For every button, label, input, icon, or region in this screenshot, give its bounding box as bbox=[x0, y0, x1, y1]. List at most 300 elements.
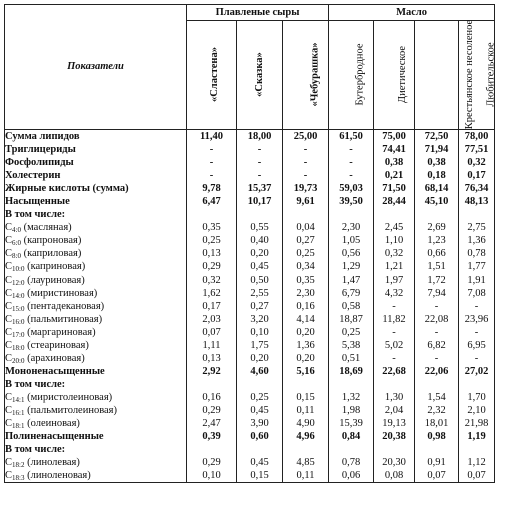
fatty-acid-name: (каприловая) bbox=[20, 248, 82, 260]
table-cell: 6,47 bbox=[187, 195, 237, 208]
table-cell bbox=[187, 443, 237, 456]
table-cell: 0,08 bbox=[374, 469, 415, 483]
table-cell: 0,55 bbox=[237, 221, 283, 234]
table-cell: 10,17 bbox=[237, 195, 283, 208]
carbon-symbol: C bbox=[5, 418, 13, 430]
row-label bbox=[5, 456, 187, 469]
table-cell: 0,16 bbox=[187, 391, 237, 404]
row-label bbox=[5, 260, 187, 273]
fatty-acid-code: 18:1 bbox=[12, 422, 25, 431]
table-cell: 3,20 bbox=[237, 313, 283, 326]
carbon-symbol: C bbox=[5, 313, 13, 325]
table-cell: 4,90 bbox=[283, 417, 329, 430]
fatty-acid-name: (лауриновая) bbox=[24, 274, 85, 286]
table-row bbox=[5, 260, 495, 273]
table-cell: 2,75 bbox=[459, 221, 495, 234]
fatty-acid-name: (линоленовая) bbox=[24, 470, 91, 482]
table-cell: 25,00 bbox=[283, 130, 329, 144]
table-cell: - bbox=[459, 326, 495, 339]
table-cell: 1,62 bbox=[187, 287, 237, 300]
table-cell: 6,82 bbox=[415, 339, 459, 352]
header-group-processed-cheese: Плавленые сыры bbox=[187, 5, 329, 21]
row-label bbox=[5, 391, 187, 404]
table-cell: - bbox=[374, 300, 415, 313]
row-label bbox=[5, 417, 187, 430]
fatty-acid-code: 14:1 bbox=[12, 395, 25, 404]
table-cell: 0,13 bbox=[187, 247, 237, 260]
table-row bbox=[5, 169, 495, 182]
table-cell: 48,13 bbox=[459, 195, 495, 208]
table-cell: 0,27 bbox=[237, 300, 283, 313]
table-cell: 2,30 bbox=[283, 287, 329, 300]
table-row bbox=[5, 195, 495, 208]
table-cell: 19,13 bbox=[374, 417, 415, 430]
table-cell bbox=[459, 208, 495, 221]
carbon-symbol: C bbox=[5, 261, 13, 273]
table-cell: 18,00 bbox=[237, 130, 283, 144]
table-cell bbox=[329, 443, 374, 456]
fatty-acid-name: (арахиновая) bbox=[24, 352, 85, 364]
table-cell: 23,96 bbox=[459, 313, 495, 326]
header-indicators: Показатели bbox=[5, 5, 187, 130]
table-cell: 4,96 bbox=[283, 430, 329, 443]
table-cell: 0,17 bbox=[459, 169, 495, 182]
carbon-symbol: C bbox=[5, 274, 13, 286]
table-cell: 0,78 bbox=[459, 247, 495, 260]
table-cell: 76,34 bbox=[459, 182, 495, 195]
table-body bbox=[5, 130, 495, 483]
table-cell: 19,73 bbox=[283, 182, 329, 195]
table-cell: 2,47 bbox=[187, 417, 237, 430]
table-row bbox=[5, 221, 495, 234]
table-cell: 0,20 bbox=[283, 352, 329, 365]
table-row bbox=[5, 391, 495, 404]
table-cell: 11,82 bbox=[374, 313, 415, 326]
table-cell: 0,39 bbox=[187, 430, 237, 443]
table-row bbox=[5, 287, 495, 300]
table-cell: - bbox=[415, 352, 459, 365]
header-group-butter: Масло bbox=[329, 5, 495, 21]
table-cell: 1,54 bbox=[415, 391, 459, 404]
table-cell: 3,90 bbox=[237, 417, 283, 430]
header-col-dieticheskoe: Диетическое bbox=[374, 21, 415, 130]
table-row bbox=[5, 234, 495, 247]
table-cell: 68,14 bbox=[415, 182, 459, 195]
table-cell: - bbox=[237, 143, 283, 156]
table-cell: 20,30 bbox=[374, 456, 415, 469]
table-row bbox=[5, 313, 495, 326]
carbon-symbol: C bbox=[5, 457, 13, 469]
row-label: Жирные кислоты (сумма) bbox=[5, 182, 187, 195]
table-cell: 0,35 bbox=[187, 221, 237, 234]
header-col-lyubitelskoe: Любительское bbox=[459, 21, 495, 130]
table-cell: 0,15 bbox=[283, 391, 329, 404]
fatty-acid-code: 16:1 bbox=[12, 408, 25, 417]
table-row bbox=[5, 247, 495, 260]
table-cell: 71,94 bbox=[415, 143, 459, 156]
table-cell: 0,38 bbox=[374, 156, 415, 169]
row-label bbox=[5, 352, 187, 365]
table-cell: 1,51 bbox=[415, 260, 459, 273]
table-cell: 61,50 bbox=[329, 130, 374, 144]
fatty-acid-name: (линолевая) bbox=[24, 457, 80, 469]
table-cell: 1,36 bbox=[283, 339, 329, 352]
table-cell: 21,98 bbox=[459, 417, 495, 430]
row-label bbox=[5, 339, 187, 352]
table-row bbox=[5, 156, 495, 169]
table-cell: 9,61 bbox=[283, 195, 329, 208]
header-col-buterbrodnoe: Бутербродное bbox=[329, 21, 374, 130]
table-cell: 28,44 bbox=[374, 195, 415, 208]
table-row bbox=[5, 469, 495, 483]
table-cell: 1,91 bbox=[459, 274, 495, 287]
fatty-acid-code: 8:0 bbox=[12, 252, 21, 261]
table-cell: 0,91 bbox=[415, 456, 459, 469]
table-cell: 0,18 bbox=[415, 169, 459, 182]
table-cell: - bbox=[459, 352, 495, 365]
table-cell bbox=[283, 208, 329, 221]
fatty-acid-name: (пентадекановая) bbox=[24, 300, 105, 312]
table-cell: - bbox=[329, 169, 374, 182]
table-cell: - bbox=[283, 169, 329, 182]
table-cell: - bbox=[415, 326, 459, 339]
table-cell: 0,38 bbox=[415, 156, 459, 169]
header-col-krestyanskoe: Крестьянское несоленое bbox=[415, 21, 459, 130]
table-cell: 1,75 bbox=[237, 339, 283, 352]
row-label bbox=[5, 469, 187, 483]
fatty-acid-code: 15:0 bbox=[12, 304, 25, 313]
table-cell: 45,10 bbox=[415, 195, 459, 208]
table-cell: 2,04 bbox=[374, 404, 415, 417]
table-row bbox=[5, 130, 495, 144]
table-cell: 4,32 bbox=[374, 287, 415, 300]
row-label: В том числе: bbox=[5, 378, 187, 391]
fatty-acid-name: (олеиновая) bbox=[24, 418, 80, 430]
carbon-symbol: C bbox=[5, 391, 13, 403]
table-cell: 0,58 bbox=[329, 300, 374, 313]
table-cell: 0,07 bbox=[415, 469, 459, 483]
table-cell: 0,32 bbox=[374, 247, 415, 260]
table-cell: 0,25 bbox=[329, 326, 374, 339]
table-cell: - bbox=[459, 300, 495, 313]
table-cell: 9,78 bbox=[187, 182, 237, 195]
table-cell: 2,03 bbox=[187, 313, 237, 326]
header-col-skazka: «Сказка» bbox=[237, 21, 283, 130]
table-cell: 0,07 bbox=[459, 469, 495, 483]
fatty-acid-code: 14:0 bbox=[12, 291, 25, 300]
table-cell: 0,20 bbox=[283, 326, 329, 339]
table-cell: 0,45 bbox=[237, 260, 283, 273]
table-cell: 4,85 bbox=[283, 456, 329, 469]
fatty-acid-name: (каприновая) bbox=[24, 261, 86, 273]
table-cell: 0,50 bbox=[237, 274, 283, 287]
table-cell: 1,72 bbox=[415, 274, 459, 287]
table-row bbox=[5, 404, 495, 417]
header-col-slastena: «Сластена» bbox=[187, 21, 237, 130]
fatty-acid-name: (пальмитолеиновая) bbox=[24, 404, 118, 416]
carbon-symbol: C bbox=[5, 222, 13, 234]
table-cell: 5,02 bbox=[374, 339, 415, 352]
row-label bbox=[5, 287, 187, 300]
table-cell bbox=[459, 443, 495, 456]
fatty-acid-code: 20:0 bbox=[12, 356, 25, 365]
table-cell bbox=[329, 208, 374, 221]
table-cell: 20,38 bbox=[374, 430, 415, 443]
fatty-acid-code: 16:0 bbox=[12, 317, 25, 326]
table-cell: 1,97 bbox=[374, 274, 415, 287]
table-cell: 1,77 bbox=[459, 260, 495, 273]
table-cell: 71,50 bbox=[374, 182, 415, 195]
carbon-symbol: C bbox=[5, 404, 13, 416]
table-cell: 0,20 bbox=[237, 247, 283, 260]
table-cell: - bbox=[374, 326, 415, 339]
table-cell: 1,29 bbox=[329, 260, 374, 273]
row-label: Фосфолипиды bbox=[5, 156, 187, 169]
row-label bbox=[5, 300, 187, 313]
table-cell: 6,95 bbox=[459, 339, 495, 352]
row-label: Полиненасыщенные bbox=[5, 430, 187, 443]
table-cell bbox=[237, 378, 283, 391]
table-cell: 0,25 bbox=[283, 247, 329, 260]
table-cell: 1,21 bbox=[374, 260, 415, 273]
table-cell: 7,94 bbox=[415, 287, 459, 300]
table-cell bbox=[374, 443, 415, 456]
table-cell: 0,29 bbox=[187, 456, 237, 469]
table-cell: 0,45 bbox=[237, 456, 283, 469]
table-cell bbox=[237, 443, 283, 456]
table-cell: 0,32 bbox=[187, 274, 237, 287]
fatty-acid-name: (капроновая) bbox=[20, 235, 82, 247]
table-cell: - bbox=[283, 143, 329, 156]
table-cell: 0,34 bbox=[283, 260, 329, 273]
carbon-symbol: C bbox=[5, 470, 13, 482]
table-cell: 39,50 bbox=[329, 195, 374, 208]
table-row bbox=[5, 456, 495, 469]
table-cell bbox=[187, 378, 237, 391]
table-cell: - bbox=[374, 352, 415, 365]
row-label bbox=[5, 404, 187, 417]
table-cell: 18,01 bbox=[415, 417, 459, 430]
table-cell: 0,40 bbox=[237, 234, 283, 247]
row-label: Триглицериды bbox=[5, 143, 187, 156]
table-cell: 1,05 bbox=[329, 234, 374, 247]
fatty-acid-name: (стеариновая) bbox=[24, 339, 89, 351]
table-cell: 0,35 bbox=[283, 274, 329, 287]
table-cell: 27,02 bbox=[459, 365, 495, 378]
table-cell: 1,10 bbox=[374, 234, 415, 247]
table-cell: 22,08 bbox=[415, 313, 459, 326]
fatty-acid-code: 4:0 bbox=[12, 226, 21, 235]
table-row bbox=[5, 182, 495, 195]
fatty-acid-name: (маргариновая) bbox=[24, 326, 96, 338]
table-cell bbox=[329, 378, 374, 391]
table-cell: 22,68 bbox=[374, 365, 415, 378]
fatty-acid-code: 6:0 bbox=[12, 239, 21, 248]
row-label: Мононенасыщенные bbox=[5, 365, 187, 378]
row-label: В том числе: bbox=[5, 443, 187, 456]
fatty-acid-code: 17:0 bbox=[12, 330, 25, 339]
table-cell: 72,50 bbox=[415, 130, 459, 144]
table-cell: 1,12 bbox=[459, 456, 495, 469]
table-cell: 0,10 bbox=[237, 326, 283, 339]
table-cell: 0,13 bbox=[187, 352, 237, 365]
row-label: Сумма липидов bbox=[5, 130, 187, 144]
table-cell: 0,06 bbox=[329, 469, 374, 483]
table-cell: 0,66 bbox=[415, 247, 459, 260]
table-cell: 0,11 bbox=[283, 404, 329, 417]
table-cell: 15,37 bbox=[237, 182, 283, 195]
table-cell: 18,87 bbox=[329, 313, 374, 326]
table-cell: 0,32 bbox=[459, 156, 495, 169]
table-cell: 78,00 bbox=[459, 130, 495, 144]
table-row bbox=[5, 430, 495, 443]
table-cell: - bbox=[187, 156, 237, 169]
table-cell: 0,27 bbox=[283, 234, 329, 247]
table-cell: 18,69 bbox=[329, 365, 374, 378]
carbon-symbol: C bbox=[5, 300, 13, 312]
table-cell: 0,07 bbox=[187, 326, 237, 339]
fatty-acid-code: 10:0 bbox=[12, 265, 25, 274]
table-cell: 5,16 bbox=[283, 365, 329, 378]
fatty-acid-name: (миристолеиновая) bbox=[24, 391, 113, 403]
table-cell bbox=[374, 208, 415, 221]
table-cell: 0,04 bbox=[283, 221, 329, 234]
table-cell: 2,10 bbox=[459, 404, 495, 417]
row-label bbox=[5, 234, 187, 247]
fatty-acid-code: 18:2 bbox=[12, 461, 25, 470]
table-cell bbox=[415, 378, 459, 391]
row-label bbox=[5, 247, 187, 260]
table-cell: 59,03 bbox=[329, 182, 374, 195]
carbon-symbol: C bbox=[5, 287, 13, 299]
fatty-acid-name: (миристиновая) bbox=[24, 287, 98, 299]
table-cell: 75,00 bbox=[374, 130, 415, 144]
table-cell: 4,14 bbox=[283, 313, 329, 326]
table-cell: 6,79 bbox=[329, 287, 374, 300]
table-cell: 1,11 bbox=[187, 339, 237, 352]
table-cell: 2,32 bbox=[415, 404, 459, 417]
table-cell: 1,47 bbox=[329, 274, 374, 287]
row-label: Холестерин bbox=[5, 169, 187, 182]
table-row bbox=[5, 274, 495, 287]
table-cell: 1,70 bbox=[459, 391, 495, 404]
table-cell: 0,16 bbox=[283, 300, 329, 313]
table-row bbox=[5, 208, 495, 221]
carbon-symbol: C bbox=[5, 339, 13, 351]
table-cell: 1,23 bbox=[415, 234, 459, 247]
table-cell: - bbox=[237, 169, 283, 182]
table-row bbox=[5, 365, 495, 378]
table-cell bbox=[415, 443, 459, 456]
table-cell: 0,51 bbox=[329, 352, 374, 365]
table-cell: 1,36 bbox=[459, 234, 495, 247]
table-row bbox=[5, 443, 495, 456]
table-cell: 11,40 bbox=[187, 130, 237, 144]
fatty-acid-code: 18:3 bbox=[12, 474, 25, 483]
fatty-acid-code: 12:0 bbox=[12, 278, 25, 287]
table-cell: 5,38 bbox=[329, 339, 374, 352]
table-cell: 0,78 bbox=[329, 456, 374, 469]
table-row bbox=[5, 417, 495, 430]
table-cell bbox=[187, 208, 237, 221]
table-row bbox=[5, 378, 495, 391]
table-cell: 0,29 bbox=[187, 404, 237, 417]
table-cell: 0,15 bbox=[237, 469, 283, 483]
table-row bbox=[5, 300, 495, 313]
table-cell: 0,84 bbox=[329, 430, 374, 443]
table-cell: 0,56 bbox=[329, 247, 374, 260]
table-cell bbox=[459, 378, 495, 391]
table-cell: 2,69 bbox=[415, 221, 459, 234]
table-cell: 0,29 bbox=[187, 260, 237, 273]
table-cell: 0,10 bbox=[187, 469, 237, 483]
table-cell: 0,98 bbox=[415, 430, 459, 443]
table-cell: 0,60 bbox=[237, 430, 283, 443]
table-cell: - bbox=[415, 300, 459, 313]
carbon-symbol: C bbox=[5, 235, 13, 247]
table-row bbox=[5, 326, 495, 339]
fatty-acid-name: (масляная) bbox=[20, 222, 72, 234]
table-cell bbox=[283, 378, 329, 391]
table-cell: - bbox=[187, 143, 237, 156]
table-cell: - bbox=[283, 156, 329, 169]
header-col-cheburashka: «Чебурашка» bbox=[283, 21, 329, 130]
table-cell bbox=[415, 208, 459, 221]
table-cell: 1,30 bbox=[374, 391, 415, 404]
fatty-acid-name: (пальмитиновая) bbox=[24, 313, 103, 325]
table-cell: 2,55 bbox=[237, 287, 283, 300]
table-cell: 0,25 bbox=[237, 391, 283, 404]
carbon-symbol: C bbox=[5, 352, 13, 364]
table-cell: 0,11 bbox=[283, 469, 329, 483]
row-label bbox=[5, 326, 187, 339]
table-cell: 1,19 bbox=[459, 430, 495, 443]
table-cell: - bbox=[329, 143, 374, 156]
table-cell: 0,21 bbox=[374, 169, 415, 182]
table-cell: - bbox=[329, 156, 374, 169]
table-cell: 7,08 bbox=[459, 287, 495, 300]
fatty-acid-code: 18:0 bbox=[12, 343, 25, 352]
carbon-symbol: C bbox=[5, 326, 13, 338]
table-cell bbox=[283, 443, 329, 456]
table-cell: 77,51 bbox=[459, 143, 495, 156]
table-cell: 0,45 bbox=[237, 404, 283, 417]
row-label bbox=[5, 274, 187, 287]
table-cell bbox=[237, 208, 283, 221]
row-label: В том числе: bbox=[5, 208, 187, 221]
table-cell bbox=[374, 378, 415, 391]
table-cell: - bbox=[187, 169, 237, 182]
table-cell: 0,25 bbox=[187, 234, 237, 247]
row-label bbox=[5, 221, 187, 234]
table-cell: 2,30 bbox=[329, 221, 374, 234]
table-cell: 74,41 bbox=[374, 143, 415, 156]
table-cell: 0,17 bbox=[187, 300, 237, 313]
table-cell: - bbox=[237, 156, 283, 169]
table-cell: 2,45 bbox=[374, 221, 415, 234]
table-row bbox=[5, 352, 495, 365]
table-cell: 4,60 bbox=[237, 365, 283, 378]
lipid-composition-table bbox=[4, 4, 495, 483]
table-row bbox=[5, 339, 495, 352]
row-label: Насыщенные bbox=[5, 195, 187, 208]
table-cell: 1,98 bbox=[329, 404, 374, 417]
table-cell: 15,39 bbox=[329, 417, 374, 430]
carbon-symbol: C bbox=[5, 248, 13, 260]
table-cell: 1,32 bbox=[329, 391, 374, 404]
table-cell: 22,06 bbox=[415, 365, 459, 378]
table-cell: 2,92 bbox=[187, 365, 237, 378]
